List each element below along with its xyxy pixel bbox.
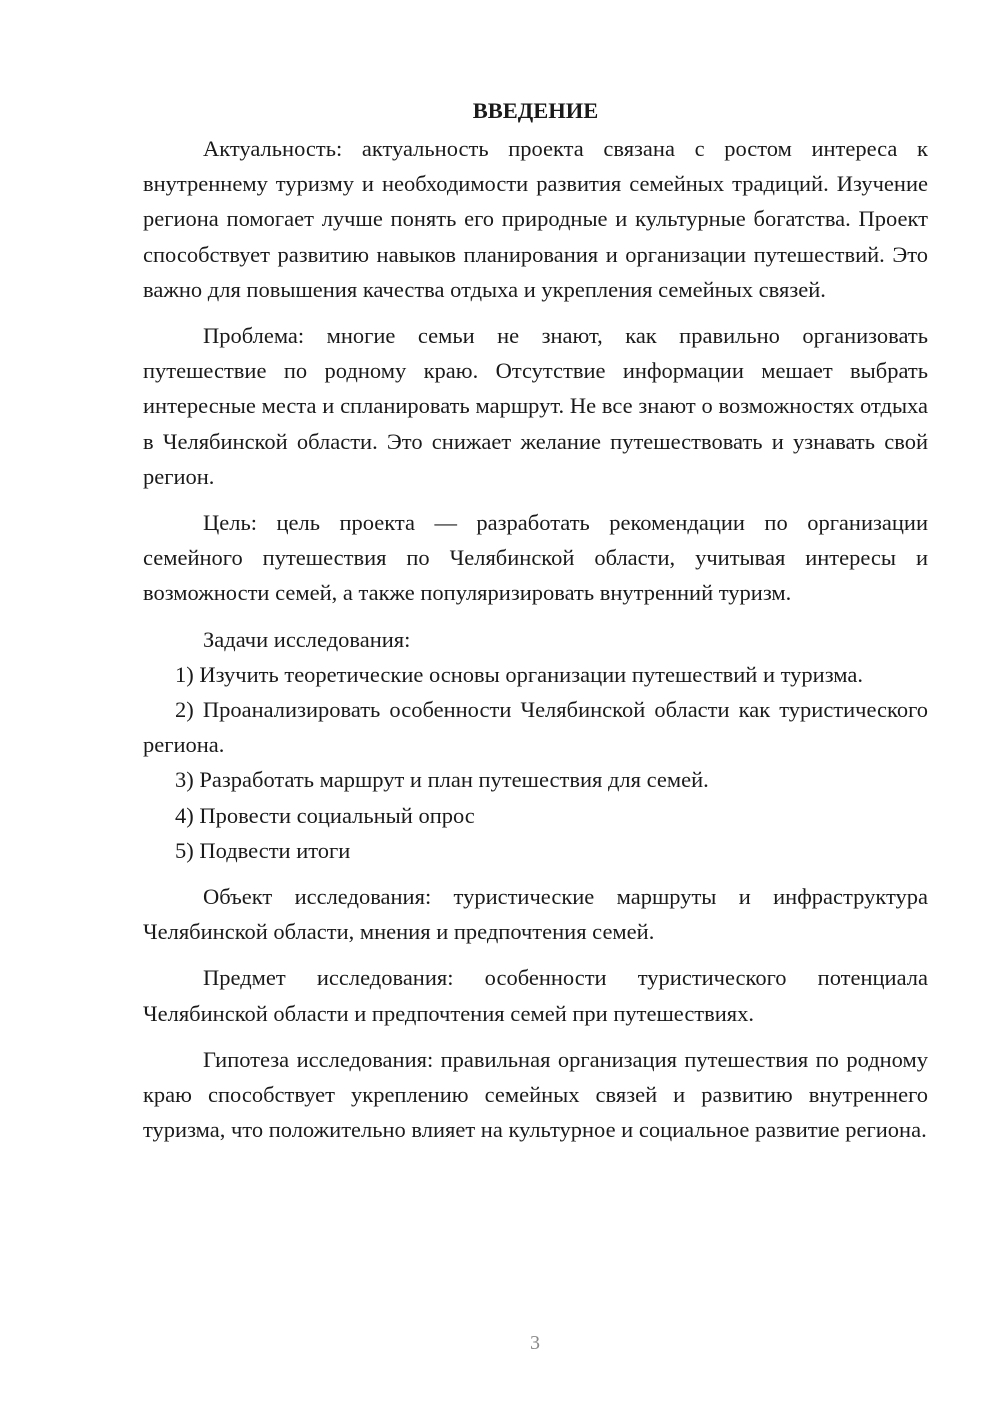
object-paragraph: Объект исследования: туристические маршруты и инфраструктура Челябинской области, мнения и предпочтения семей.	[143, 884, 928, 945]
hypothesis-paragraph: Гипотеза исследования: правильная организация путешествия по родному краю способствует укреплению семейных связей и развитию внутреннего туризма, что положительно влияет на культурное и социальное развитие региона.	[143, 1046, 928, 1143]
problem-paragraph: Проблема: многие семьи не знают, как правильно организовать путешествие по родному краю. Отсутствие информации мешает выбрать интересные места и спланировать маршрут. Не все знают о возможностях отдыха в Челябинской области. Это снижает желание путешествовать и узнавать свой регион.	[143, 323, 928, 489]
task-item-4: 4) Провести социальный опрос	[175, 802, 475, 828]
page-title: ВВЕДЕНИЕ	[472, 98, 599, 123]
subject-paragraph: Предмет исследования: особенности туристического потенциала Челябинской области и предпочтения семей при путешествиях.	[143, 965, 928, 1026]
relevance-paragraph: Актуальность: актуальность проекта связана с ростом интереса к внутреннему туризму и необходимости развития семейных традиций. Изучение региона помогает лучше понять его природные и культурные богатства. Проект способствует развитию навыков планирования и организации путешествий. Это важно для повышения качества отдыха и укрепления семейных связей.	[143, 136, 928, 302]
task-item-1: 1) Изучить теоретические основы организации путешествий и туризма.	[175, 661, 863, 687]
tasks-heading: Задачи исследования:	[203, 626, 411, 652]
page-number: 3	[530, 1332, 540, 1354]
task-item-5: 5) Подвести итоги	[175, 837, 351, 863]
goal-paragraph: Цель: цель проекта — разработать рекомендации по организации семейного путешествия по Челябинской области, учитывая интересы и возможности семей, а также популяризировать внутренний туризм.	[143, 510, 928, 606]
page-content	[143, 93, 928, 1147]
task-item-3: 3) Разработать маршрут и план путешествия для семей.	[175, 767, 709, 793]
task-item-2: 2) Проанализировать особенности Челябинской области как туристического региона.	[143, 697, 928, 758]
